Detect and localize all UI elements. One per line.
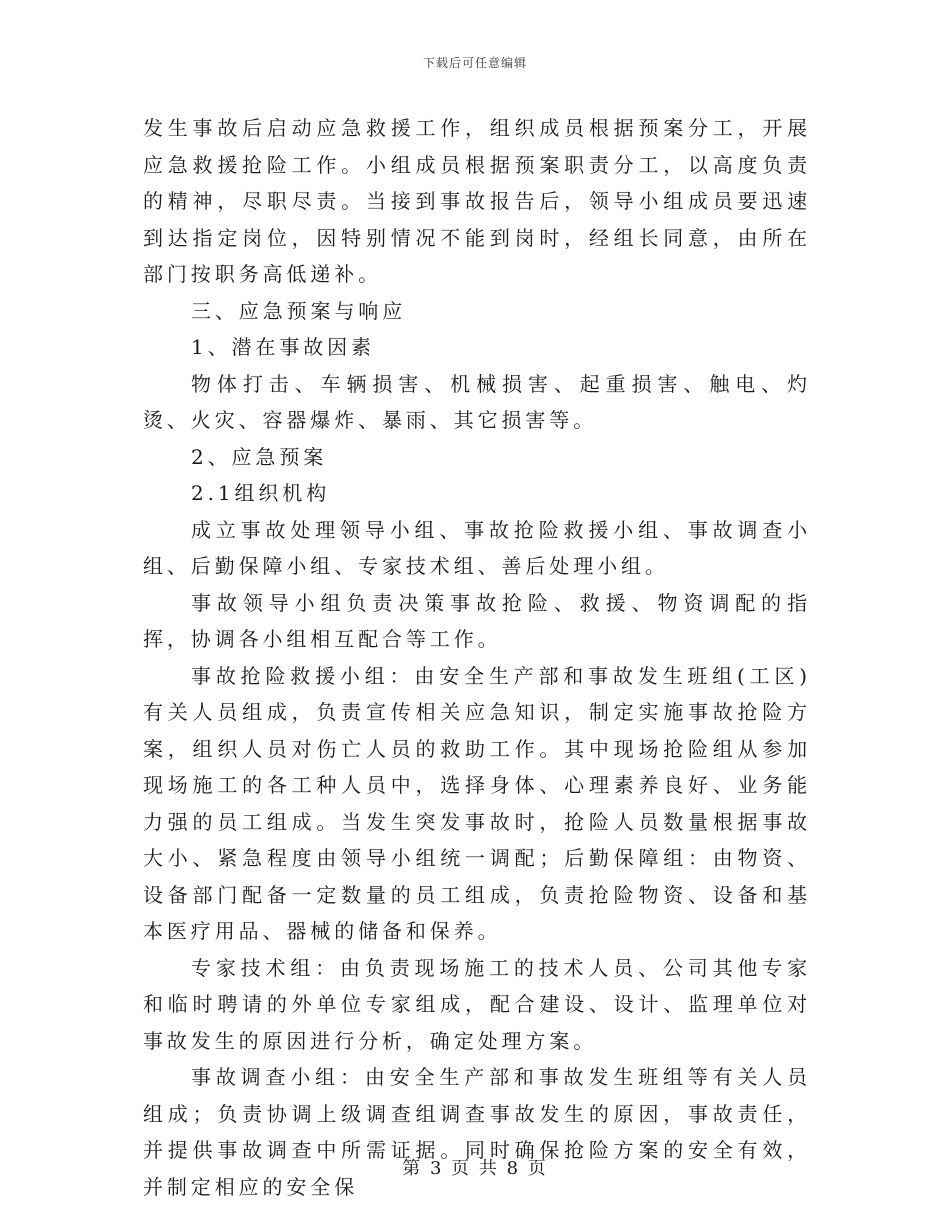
paragraph: 事故抢险救援小组：由安全生产部和事故发生班组(工区)有关人员组成，负责宣传相关应急知识，制定实施事故抢险方案，组织人员对伤亡人员的救助工作。其中现场抢险组从参加现场施工的各工种人员中，选择身体、心理素养良好、业务能力强的员工组成。当发生突发事故时，抢险人员数量根据事故大小、紧急程度由领导小组统一调配；后勤保障组：由物资、设备部门配备一定数量的员工组成，负责抢险物资、设备和基本医疗用品、器械的储备和保养。: [143, 663, 811, 943]
paragraph: 发生事故后启动应急救援工作，组织成员根据预案分工，开展应急救援抢险工作。小组成员根据预案职责分工，以高度负责的精神，尽职尽责。当接到事故报告后，领导小组成员要迅速到达指定岗位，因特别情况不能到岗时，经组长同意，由所在部门按职务高低递补。: [143, 116, 811, 286]
paragraph: 物体打击、车辆损害、机械损害、起重损害、触电、灼烫、火灾、容器爆炸、暴雨、其它损害等。: [143, 371, 811, 432]
paragraph: 成立事故处理领导小组、事故抢险救援小组、事故调查小组、后勤保障小组、专家技术组、善后处理小组。: [143, 517, 811, 578]
paragraph: 事故领导小组负责决策事故抢险、救援、物资调配的指挥，协调各小组相互配合等工作。: [143, 590, 811, 651]
page-number-footer: 第 3 页 共 8 页: [402, 1158, 548, 1179]
section-heading: 三、应急预案与响应: [191, 298, 407, 323]
page-header: 下载后可任意编辑: [422, 56, 527, 70]
subsection-heading: 1、潜在事故因素: [191, 335, 375, 359]
paragraph: 事故调查小组：由安全生产部和事故发生班组等有关人员组成；负责协调上级调查组调查事故发生的原因，事故责任，并提供事故调查中所需证据。同时确保抢险方案的安全有效，并制定相应的安全保: [143, 1065, 811, 1199]
subsection-heading: 2、应急预案: [191, 444, 328, 469]
paragraph: 专家技术组：由负责现场施工的技术人员、公司其他专家和临时聘请的外单位专家组成，配合建设、设计、监理单位对事故发生的原因进行分析，确定处理方案。: [143, 955, 811, 1053]
subsection-heading: 2.1组织机构: [191, 481, 331, 505]
document-body: [143, 110, 811, 1205]
